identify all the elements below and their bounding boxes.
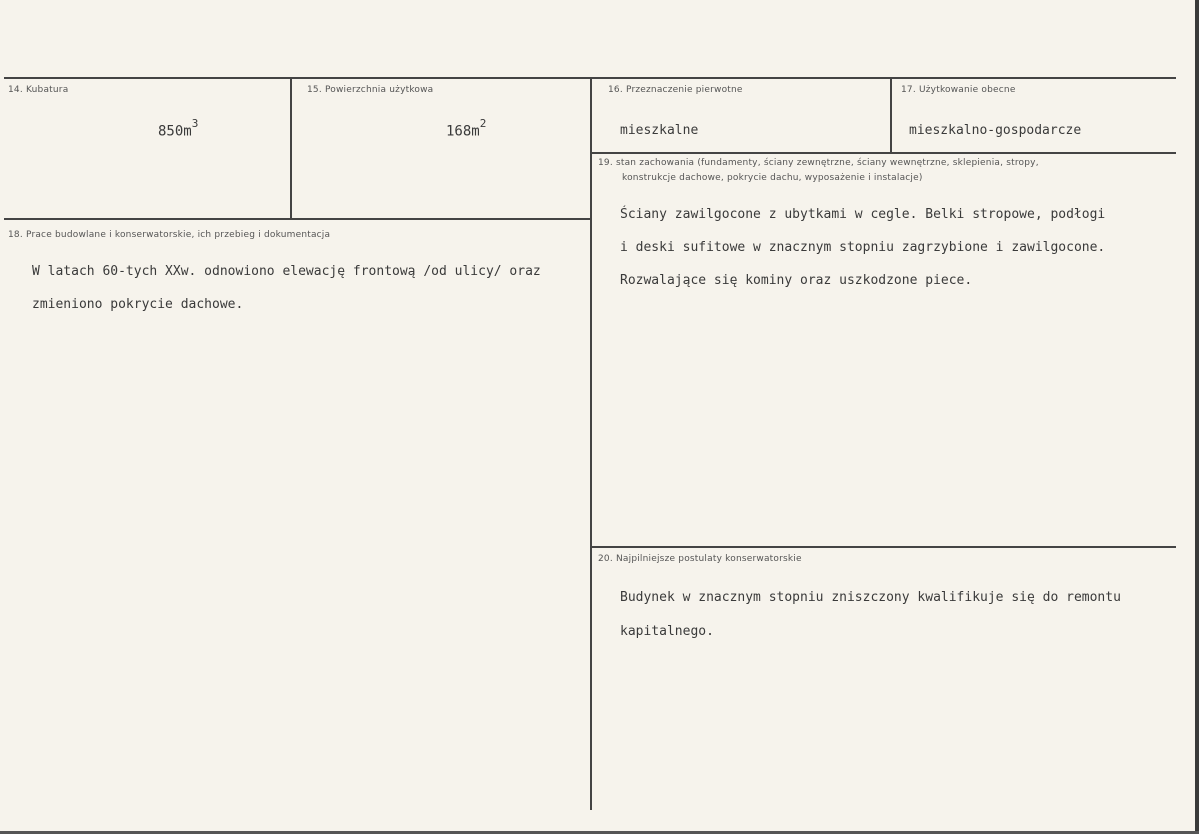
- field-19-label-line-1: 19. stan zachowania (fundamenty, ściany zewnętrzne, ściany wewnętrzne, sklepienia, stropy,: [598, 158, 1039, 168]
- field-18-line-1: W latach 60-tych XXw. odnowiono elewację frontową /od ulicy/ oraz: [32, 264, 541, 279]
- field-17-value: mieszkalno-gospodarcze: [909, 123, 1082, 138]
- divider-f16-f17: [890, 78, 892, 153]
- field-15-label: 15. Powierzchnia użytkowa: [307, 85, 434, 95]
- field-15-number: 168m: [446, 123, 480, 140]
- field-19-line-2: i deski sufitowe w znacznym stopniu zagrzybione i zawilgocone.: [620, 240, 1106, 255]
- field-14-value: [158, 117, 199, 140]
- field-19-line-1: Ściany zawilgocone z ubytkami w cegle. Belki stropowe, podłogi: [620, 207, 1106, 222]
- divider-f14-f15: [290, 78, 292, 219]
- field-19-label-line-2: konstrukcje dachowe, pokrycie dachu, wyposażenie i instalacje): [622, 173, 923, 183]
- field-14-label: 14. Kubatura: [8, 85, 69, 95]
- rule-above-f20: [590, 546, 1176, 548]
- field-16-label: 16. Przeznaczenie pierwotne: [608, 85, 743, 95]
- field-14-exponent: 3: [191, 117, 199, 130]
- field-20-label: 20. Najpilniejsze postulaty konserwatorskie: [598, 554, 802, 564]
- rule-under-f14-f15: [4, 218, 590, 220]
- field-20-line-1: Budynek w znacznym stopniu zniszczony kwalifikuje się do remontu: [620, 590, 1121, 605]
- field-19-line-3: Rozwalające się kominy oraz uszkodzone piece.: [620, 273, 973, 288]
- field-17-label: 17. Użytkowanie obecne: [901, 85, 1016, 95]
- field-18-label: 18. Prace budowlane i konserwatorskie, ich przebieg i dokumentacja: [8, 230, 331, 240]
- field-14-number: 850m: [158, 123, 192, 140]
- field-15-exponent: 2: [479, 117, 487, 130]
- field-15-value: [446, 117, 487, 140]
- field-18-line-2: zmieniono pokrycie dachowe.: [32, 297, 244, 312]
- divider-center: [590, 78, 592, 810]
- field-16-value: mieszkalne: [620, 123, 699, 138]
- card-edge-right: [1195, 0, 1199, 834]
- field-20-line-2: kapitalnego.: [620, 624, 714, 639]
- rule-under-f16-f17: [590, 152, 1176, 154]
